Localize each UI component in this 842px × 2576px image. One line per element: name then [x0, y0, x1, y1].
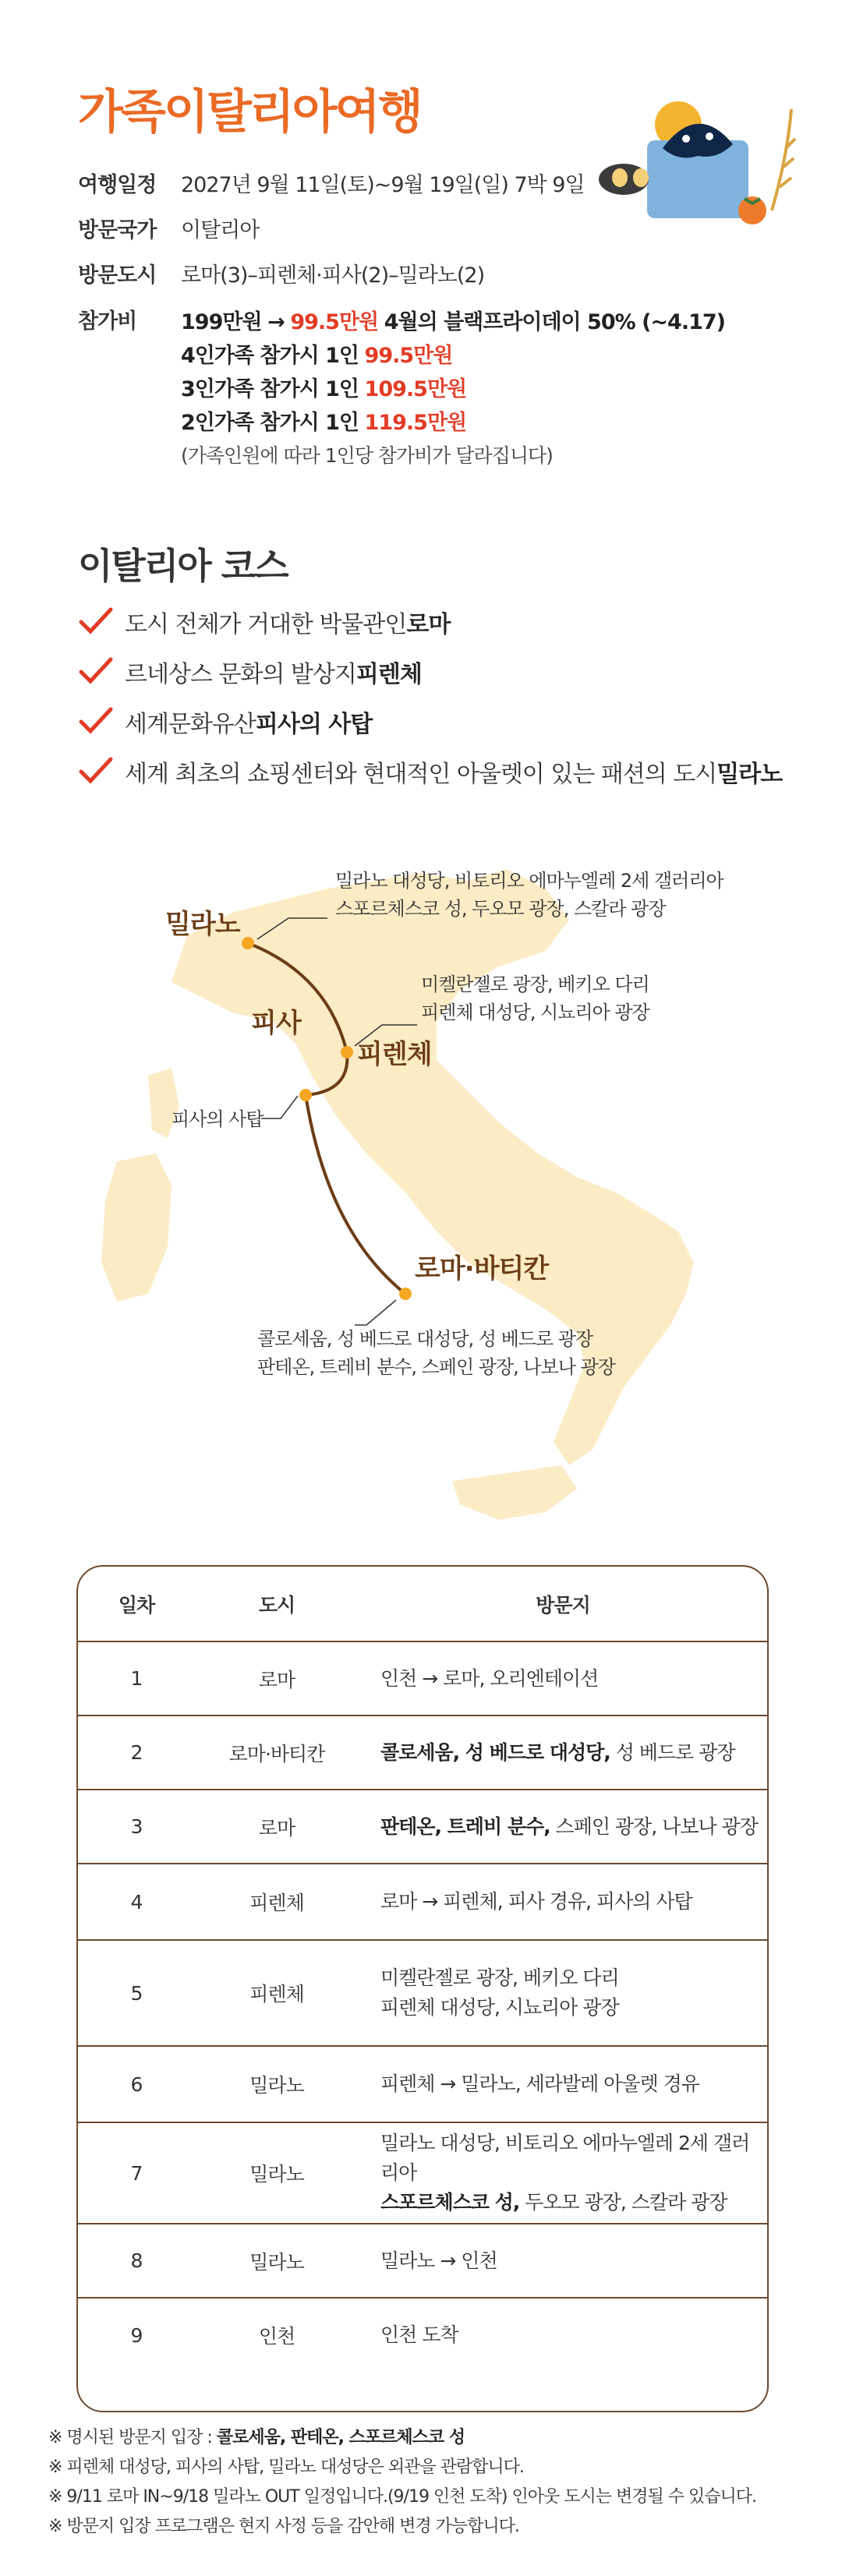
row-places-text-2: 두오모 광장, 스칼라 광장 — [519, 2191, 727, 2214]
row-places — [359, 2298, 767, 2372]
row-day: 9 — [78, 2298, 195, 2372]
cities-label: 방문도시 — [78, 263, 157, 288]
course-item-text: 르네상스 문화의 발상지 — [125, 661, 356, 688]
row-day: 6 — [78, 2046, 195, 2122]
check-icon — [78, 756, 114, 787]
map-desc-florence-1: 미켈란젤로 광장, 베키오 다리 — [421, 974, 649, 995]
table-row — [78, 1716, 767, 1790]
header-places: 방문지 — [536, 1593, 590, 1617]
header-day: 일차 — [118, 1593, 155, 1617]
map-desc-pisa: 피사의 사탑 — [172, 1108, 264, 1130]
row-day: 2 — [78, 1716, 195, 1790]
table-row — [78, 1790, 767, 1864]
course-item-text: 도시 전체가 거대한 박물관인 — [125, 611, 407, 638]
map-desc-milan-1: 밀라노 대성당, 비토리오 에마누엘레 2세 갤러리아 — [335, 870, 723, 892]
row-city: 밀라노 — [195, 2122, 359, 2224]
map-label-milan: 밀라노 — [165, 909, 240, 940]
row-places-bold: 콜로세움, 성 베드로 대성당, — [380, 1740, 610, 1764]
row-places-text-2: 피렌체 대성당, 시뇨리아 광장 — [380, 1996, 619, 2019]
row-places — [359, 1790, 767, 1864]
row-places-bold-2: 스포르체스코 성, — [380, 2191, 520, 2214]
table-row — [78, 1940, 767, 2046]
row-city: 인천 — [195, 2298, 359, 2372]
row-city: 로마 — [195, 1641, 359, 1716]
table-row — [78, 2122, 767, 2224]
table-row — [78, 2046, 767, 2122]
row-places-text: 밀라노 → 인천 — [380, 2249, 497, 2272]
row-places — [359, 1940, 767, 2046]
itinerary-table — [76, 1565, 769, 2412]
row-places — [359, 2122, 767, 2224]
row-day: 8 — [78, 2224, 195, 2298]
fee-3person-price: 109.5만원 — [364, 377, 467, 401]
italy-map — [0, 826, 842, 1528]
row-places-bold: 판테온, 트레비 분수, — [380, 1815, 550, 1838]
row-city: 밀라노 — [195, 2046, 359, 2122]
header-city: 도시 — [258, 1593, 295, 1617]
check-icon — [78, 656, 114, 687]
course-item-florence — [78, 655, 422, 689]
table-row — [78, 2298, 767, 2372]
row-places — [359, 1864, 767, 1940]
course-item-pisa — [78, 705, 372, 739]
fee-3person — [181, 372, 466, 402]
check-icon — [78, 706, 114, 737]
row-places-text: 미켈란젤로 광장, 베키오 다리 — [380, 1966, 619, 1989]
fee-original: 199만원 — [181, 310, 262, 334]
course-item-bold: 피사의 사탑 — [255, 711, 373, 738]
page-title: 가족이탈리아여행 — [78, 85, 421, 140]
footnote-3: ※ 9/11 로마 IN~9/18 밀라노 OUT 일정입니다.(9/19 인천 도착) 인아웃 도시는 변경될 수 있습니다. — [48, 2487, 757, 2507]
table-row — [78, 2224, 767, 2298]
row-city: 피렌체 — [195, 1864, 359, 1940]
fee-main-line — [181, 305, 725, 335]
country-label: 방문국가 — [78, 218, 157, 242]
row-places-text: 인천 → 로마, 오리엔테이션 — [380, 1666, 599, 1690]
table-row — [78, 1864, 767, 1940]
country-value: 이탈리아 — [181, 218, 260, 242]
table-header-row — [78, 1567, 767, 1641]
course-item-bold: 밀라노 — [716, 761, 783, 788]
fee-note: (가족인원에 따라 1인당 참가비가 달라집니다) — [181, 444, 553, 467]
course-item-bold: 로마 — [406, 611, 451, 638]
fee-label: 참가비 — [78, 309, 137, 334]
fee-2person-price: 119.5만원 — [364, 411, 467, 435]
fee-4person-text: 4인가족 참가시 1인 — [181, 344, 359, 368]
sardinia-shape — [101, 1154, 172, 1302]
schedule-value: 2027년 9월 11일(토)~9월 19일(일) 7박 9일 — [181, 173, 585, 197]
fee-4person — [181, 338, 452, 369]
chuseok-gift-illustration — [593, 94, 803, 226]
course-item-milan — [78, 754, 782, 789]
course-title: 이탈리아 코스 — [78, 545, 288, 587]
row-day: 4 — [78, 1864, 195, 1940]
schedule-label: 여행일정 — [78, 173, 157, 197]
itinerary-table-grid — [78, 1567, 767, 2372]
row-city: 로마 — [195, 1790, 359, 1864]
row-city: 로마·바티칸 — [195, 1716, 359, 1790]
fee-3person-text: 3인가족 참가시 1인 — [181, 377, 359, 401]
row-places-text: 성 베드로 광장 — [610, 1740, 735, 1764]
footnote-2: ※ 피렌체 대성당, 피사의 사탑, 밀라노 대성당은 외관을 관람합니다. — [48, 2458, 524, 2477]
row-places-text: 로마 → 피렌체, 피사 경유, 피사의 사탑 — [380, 1890, 692, 1913]
fee-arrow: → — [267, 310, 285, 334]
row-places-text: 인천 도착 — [380, 2323, 458, 2346]
milan-dot — [242, 937, 254, 949]
footnote-1 — [48, 2424, 465, 2448]
footnote-1-prefix: ※ 명시된 방문지 입장 : — [48, 2428, 217, 2447]
fee-promo: 4월의 블랙프라이데이 50% (~4.17) — [384, 310, 725, 334]
row-places — [359, 2224, 767, 2298]
map-desc-milan-2: 스포르체스코 성, 두오모 광장, 스칼라 광장 — [335, 898, 666, 920]
check-icon — [78, 606, 114, 638]
rome-leader — [355, 1300, 396, 1325]
footnote-1-bold: 콜로세움, 판테온, 스포르체스코 성 — [216, 2428, 465, 2447]
row-day: 7 — [78, 2122, 195, 2224]
map-label-rome: 로마·바티칸 — [415, 1253, 549, 1284]
map-desc-rome-2: 판테온, 트레비 분수, 스페인 광장, 나보나 광장 — [257, 1356, 615, 1378]
pisa-dot — [299, 1089, 312, 1101]
map-label-pisa: 피사 — [251, 1008, 301, 1039]
florence-dot — [341, 1046, 353, 1058]
course-item-bold: 피렌체 — [356, 661, 422, 688]
course-item-text: 세계문화유산 — [125, 711, 256, 738]
table-row — [78, 1641, 767, 1716]
cities-value: 로마(3)–피렌체·피사(2)–밀라노(2) — [181, 263, 485, 288]
row-places — [359, 2046, 767, 2122]
course-item-rome — [78, 605, 450, 639]
pisa-leader — [261, 1096, 298, 1118]
row-day: 1 — [78, 1641, 195, 1716]
row-day: 5 — [78, 1940, 195, 2046]
fee-4person-price: 99.5만원 — [364, 344, 453, 368]
course-item-text: 세계 최초의 쇼핑센터와 현대적인 아울렛이 있는 패션의 도시 — [125, 761, 717, 788]
row-places — [359, 1641, 767, 1716]
fee-2person — [181, 405, 466, 436]
row-city: 피렌체 — [195, 1940, 359, 2046]
row-places-text: 스페인 광장, 나보나 광장 — [550, 1815, 758, 1838]
sicily-shape — [452, 1465, 577, 1520]
map-desc-florence-2: 피렌체 대성당, 시뇨리아 광장 — [421, 1002, 649, 1023]
fee-sale: 99.5만원 — [290, 310, 379, 334]
rome-dot — [399, 1288, 412, 1300]
map-label-florence: 피렌체 — [357, 1039, 432, 1070]
row-places-text: 피렌체 → 밀라노, 세라발레 아울렛 경유 — [380, 2072, 699, 2095]
row-city: 밀라노 — [195, 2224, 359, 2298]
footnote-4: ※ 방문지 입장 프로그램은 현지 사정 등을 감안해 변경 가능합니다. — [48, 2517, 519, 2536]
row-day: 3 — [78, 1790, 195, 1864]
row-places-text: 밀라노 대성당, 비토리오 에마누엘레 2세 갤러리아 — [380, 2132, 750, 2184]
map-desc-rome-1: 콜로세움, 성 베드로 대성당, 성 베드로 광장 — [257, 1328, 593, 1350]
row-places — [359, 1716, 767, 1790]
fee-2person-text: 2인가족 참가시 1인 — [181, 411, 359, 435]
